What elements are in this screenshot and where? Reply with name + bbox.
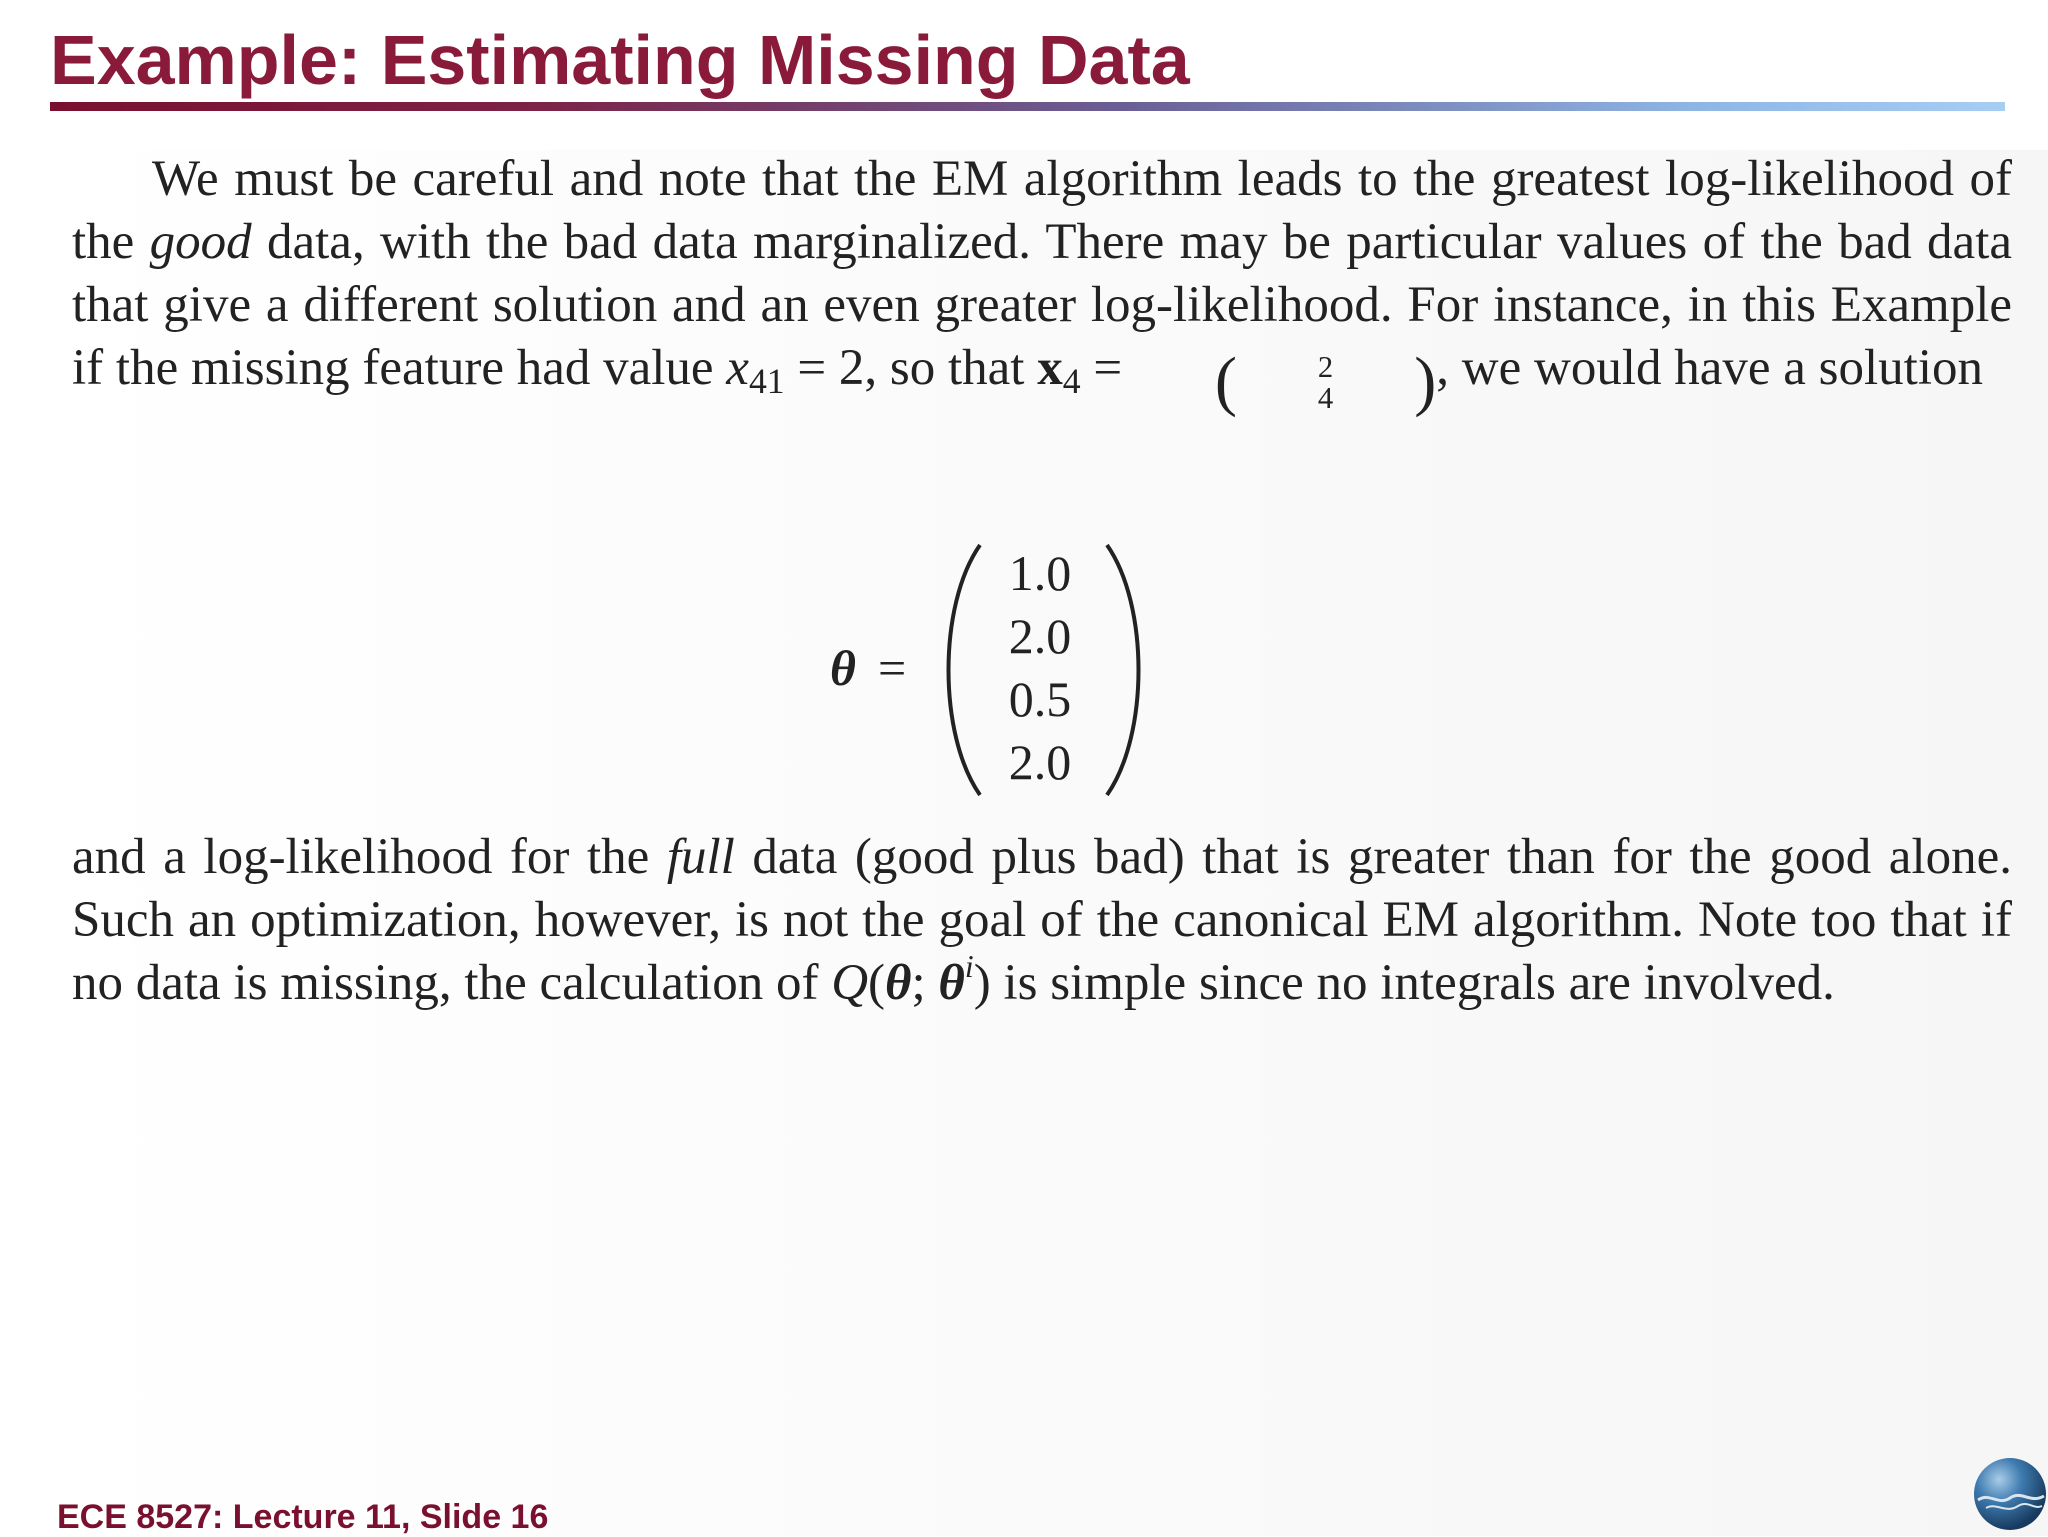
var-x-subscript: 41 <box>748 360 785 401</box>
p1-text-2: data, with the bad data marginalized. There may be particular values of the bad data that give a different solution and an even greater log-likelihood. For instance, in this Example if the missing feature had value <box>72 214 2013 396</box>
theta-entry: 1.0 <box>1008 545 1072 601</box>
p2-emphasis-full: full <box>666 829 735 885</box>
right-paren-glyph: ) <box>1414 345 1437 419</box>
slide-footer: ECE 8527: Lecture 11, Slide 16 <box>57 1498 549 1536</box>
theta-entry: 2.0 <box>1008 608 1072 664</box>
paragraph-1 <box>72 148 2013 419</box>
q-function: Q <box>831 955 869 1011</box>
theta-vector <box>1005 542 1075 794</box>
theta-entry: 0.5 <box>1008 671 1072 727</box>
slide-title: Example: Estimating Missing Data <box>50 21 1190 99</box>
paragraph-2 <box>72 826 2012 1015</box>
title-underline <box>50 102 2005 111</box>
p2-text-2: data (good plus bad) that is greater than for the good alone. Such an optimization, however, is not the goal of the canonical EM algorithm. Note too that if no data is missing, the calculation of <box>72 829 2012 1011</box>
q-theta: θ <box>885 955 912 1011</box>
p2-text-1: and a log-likelihood for the <box>72 829 667 885</box>
p1-text-4: , we would have a solution <box>1436 340 1984 396</box>
p2-text-3: is simple since no integrals are involved. <box>990 955 1835 1011</box>
binomial-bottom: 4 <box>1317 380 1334 415</box>
vector-x-subscript: 4 <box>1062 360 1081 401</box>
var-x: x <box>726 340 749 396</box>
p1-text-3: = 2, so that <box>784 340 1038 396</box>
left-paren-glyph: ( <box>1214 345 1237 419</box>
q-theta-superscript: i <box>964 948 974 984</box>
q-theta-i: θ <box>938 955 965 1011</box>
p1-equals: = <box>1080 340 1135 396</box>
p1-emphasis-good: good <box>149 214 252 270</box>
matrix-brackets <box>830 535 1150 805</box>
p1-text-1: We must be careful and note that the EM algorithm leads to the greatest log-likelihood of the <box>72 151 2012 270</box>
binomial-vector <box>1135 345 1437 419</box>
theta-symbol: θ <box>830 640 856 696</box>
globe-logo-icon <box>1972 1456 2048 1532</box>
left-bracket <box>949 545 981 795</box>
q-separator: ; <box>911 955 939 1011</box>
equals-sign: = <box>878 640 907 696</box>
q-close-paren: ) <box>973 955 991 1011</box>
q-open-paren: ( <box>868 955 886 1011</box>
binomial-top: 2 <box>1317 349 1334 384</box>
binomial-stack <box>1237 349 1334 415</box>
vector-x: x <box>1037 340 1063 396</box>
right-bracket <box>1107 545 1139 795</box>
theta-equation <box>830 535 1150 805</box>
theta-entry: 2.0 <box>1008 734 1072 790</box>
